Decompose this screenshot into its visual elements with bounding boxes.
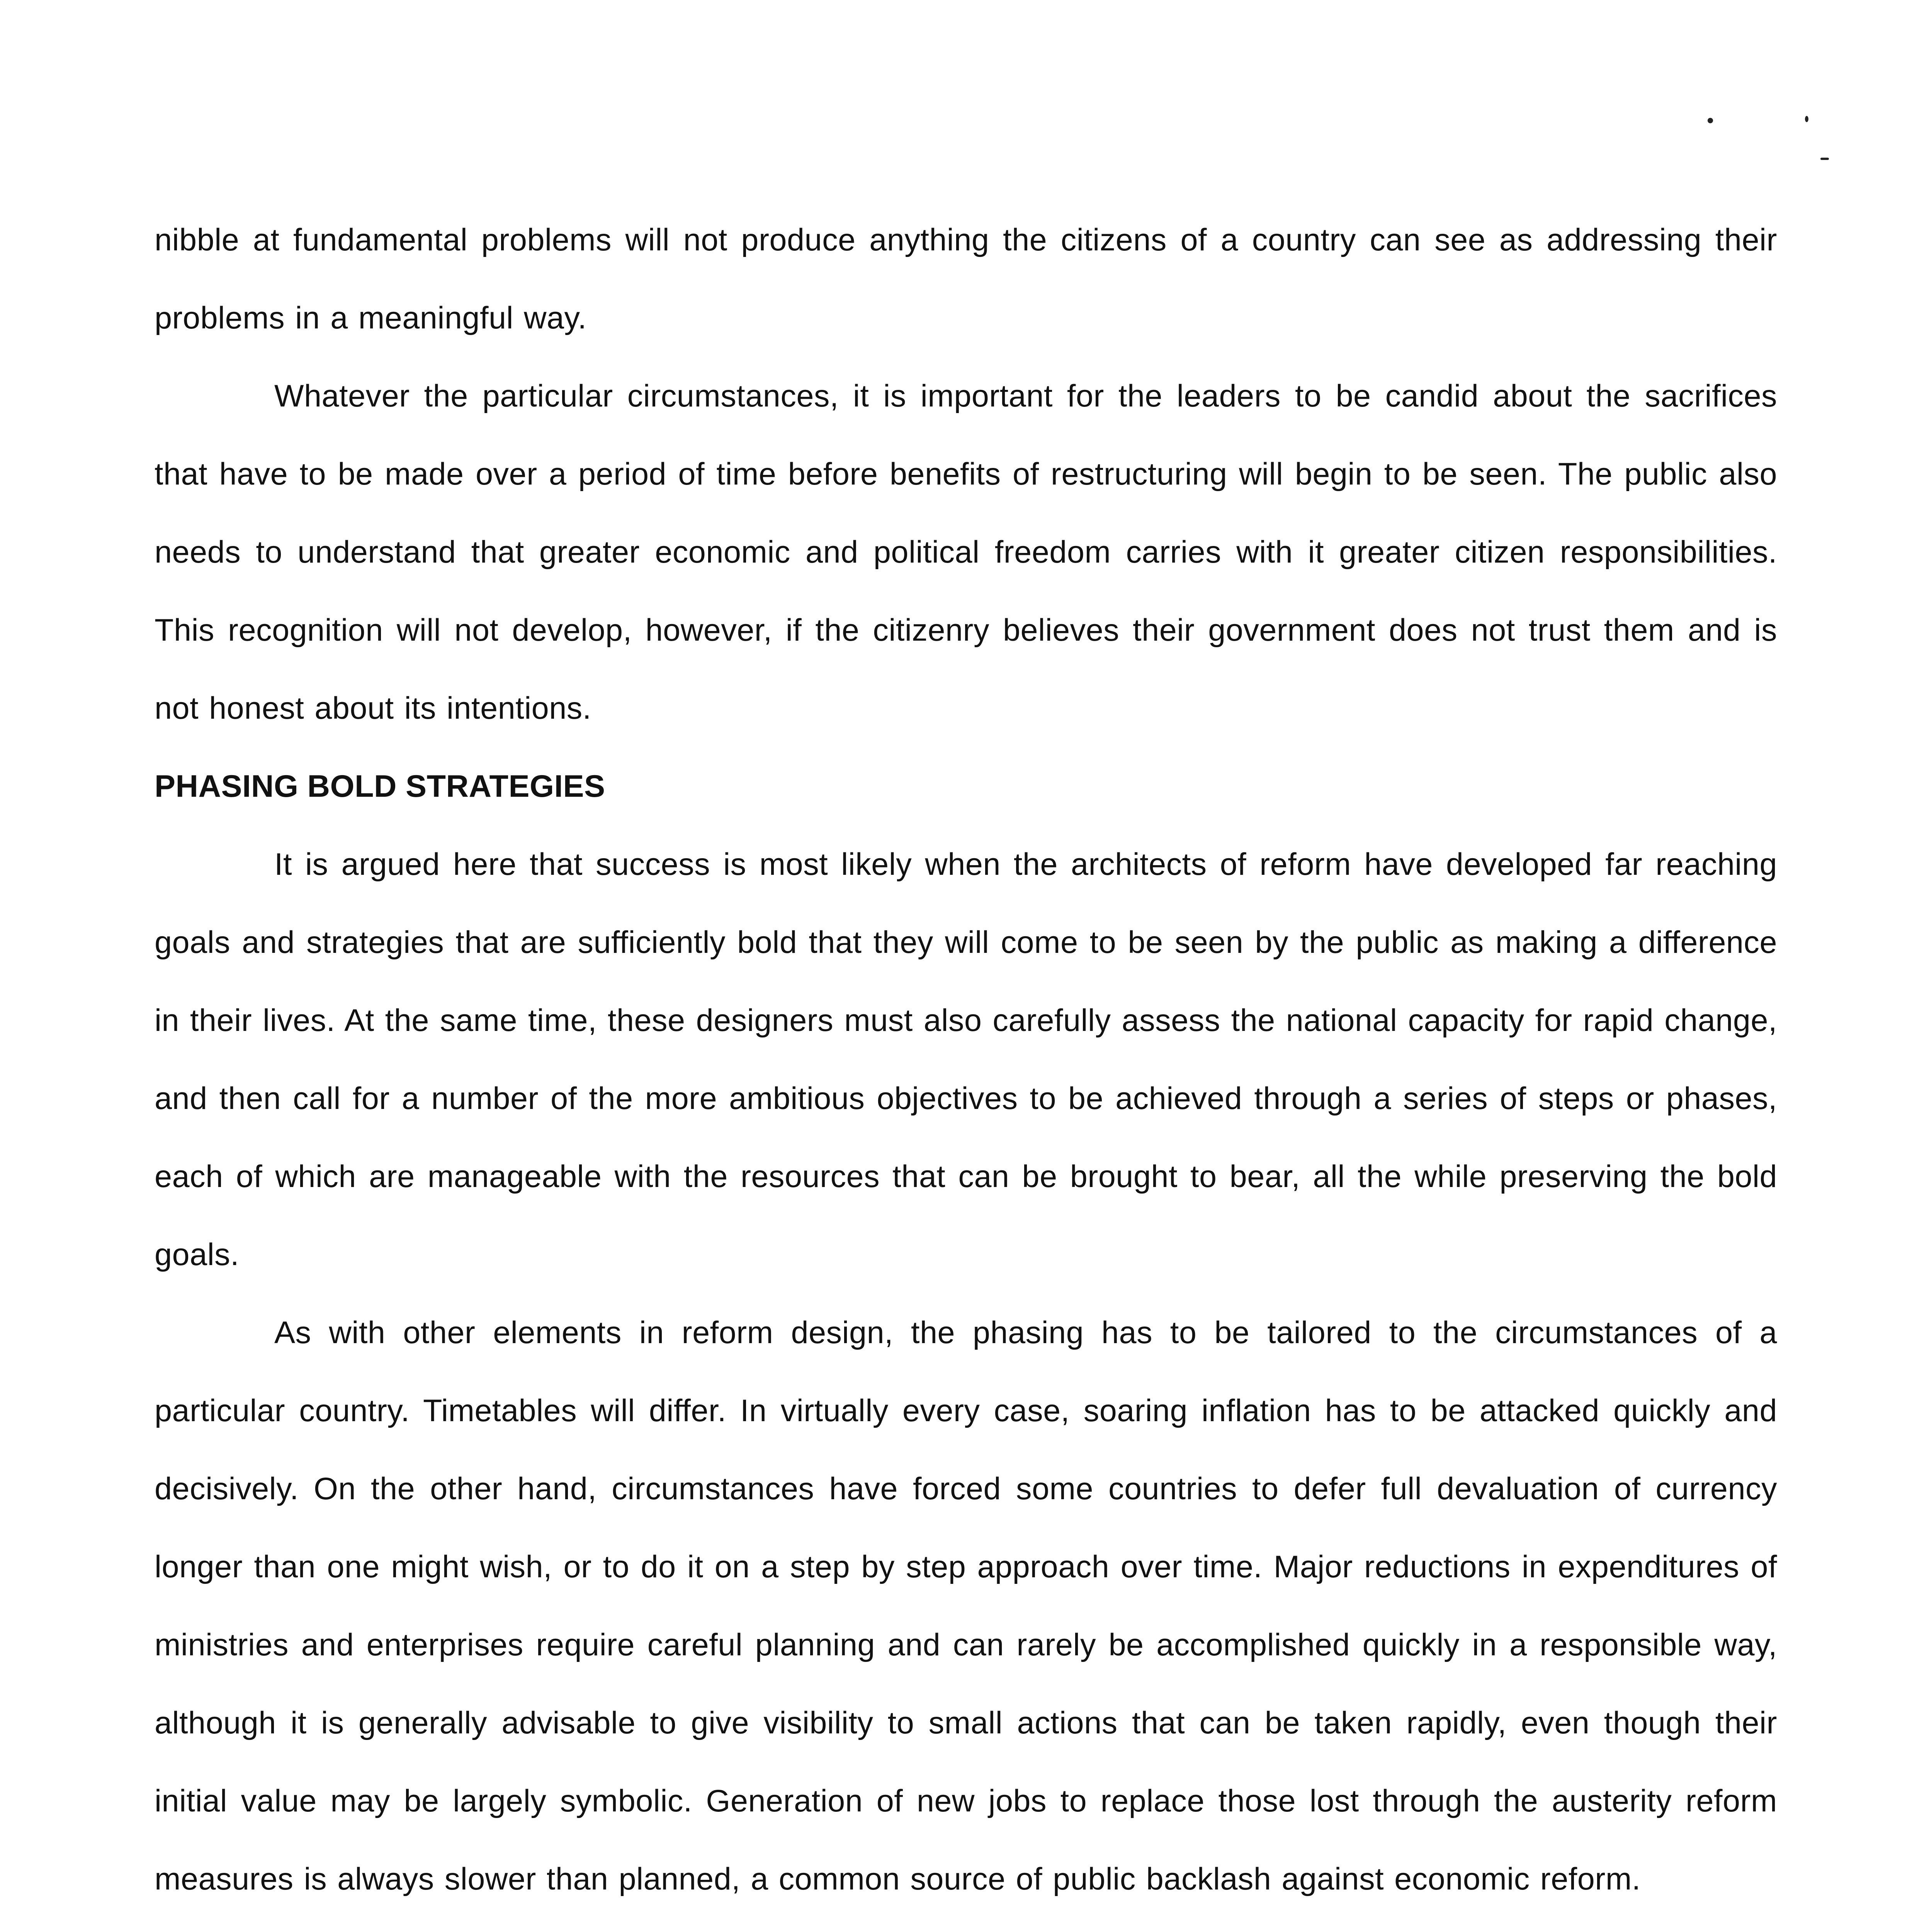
paragraph-phasing: As with other elements in reform design, the phasing has to be tailored to the circumstances of a particular country. Timetables will differ. In virtually every case, soaring inflation has to be attacked quickly and decisively. On the other hand, circumstances have forced some countries to defer full devaluation of currency longer than one might wish, or to do it on a step by step approach over time. Major reductions in expenditures of ministries and enterprises require careful planning and can rarely be accomplished quickly in a responsible way, although it is generally advisable to give visibility to small actions that can be taken rapidly, even though their initial value may be largely symbolic. Generation of new jobs to replace those lost through the austerity reform measures is always slower than planned, a common source of public backlash against economic reform. — [155, 1315, 1777, 1896]
paragraph-self-discipline — [155, 1918, 1777, 1932]
section-heading: PHASING BOLD STRATEGIES — [155, 769, 605, 804]
paragraph-candor: Whatever the particular circumstances, it is important for the leaders to be candid about the sacrifices that have to be made over a period of time before benefits of restructuring will begin to be seen. The public also needs to understand that greater economic and political freedom carries with it greater citizen responsibilities. This recognition will not develop, however, if the citizenry believes their government does not trust them and is not honest about its intentions. — [155, 379, 1777, 726]
scan-speck — [1820, 158, 1829, 160]
paragraph-bold-goals: It is argued here that success is most likely when the architects of reform have developed far reaching goals and strategies that are sufficiently bold that they will come to be seen by the public as making a difference in their lives. At the same time, these designers must also carefully assess the national capacity for rapid change, and then call for a number of the more ambitious objectives to be achieved through a series of steps or phases, each of which are manageable with the resources that can be brought to bear, all the while preserving the bold goals. — [155, 847, 1777, 1272]
scan-speck — [1805, 116, 1808, 122]
scan-speck — [1708, 118, 1713, 123]
paragraph-continuation: nibble at fundamental problems will not produce anything the citizens of a country can see as addressing their problems in a meaningful way. — [155, 223, 1777, 335]
body-text — [155, 201, 1777, 1932]
